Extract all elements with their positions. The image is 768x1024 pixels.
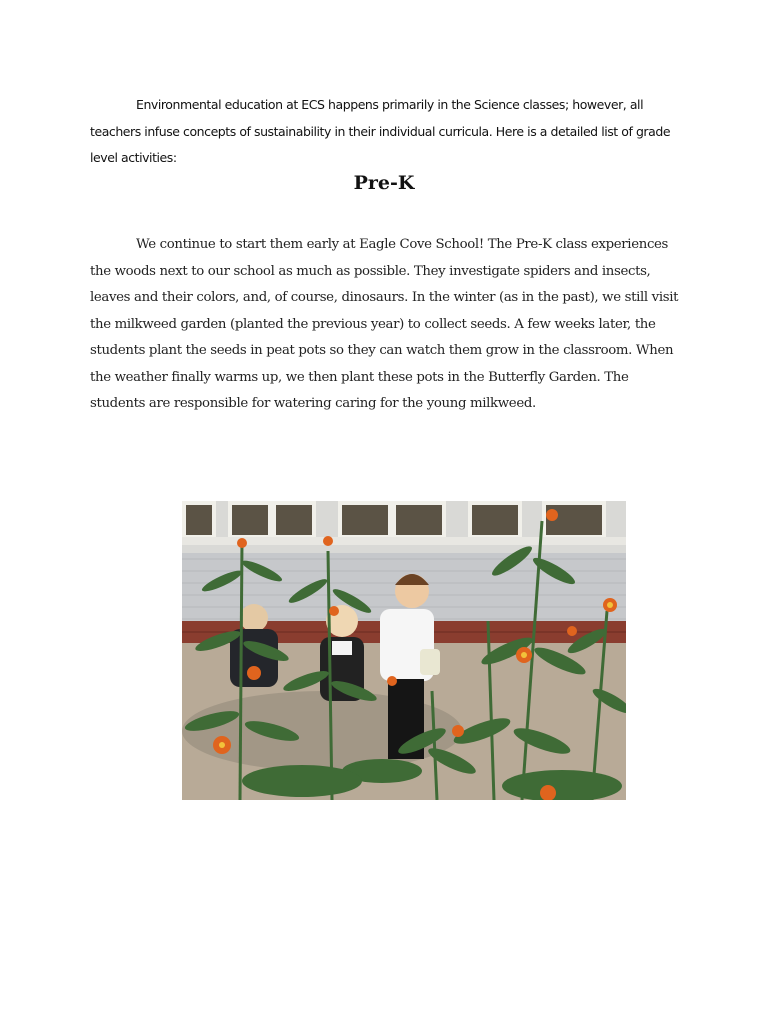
intro-paragraph: Environmental education at ECS happens primarily in the Science classes; however, all teachers infuse concepts of sustainability in their individual curricula. Here is a detailed list of grade level activities: [90,97,671,165]
garden-photo [182,501,626,800]
section-body-paragraph: We continue to start them early at Eagle Cove School! The Pre-K class experiences the woods next to our school as much as possible. They investigate spiders and insects, leaves and their colors, and, of course, dinosaurs. In the winter (as in the past), we still visit the milkweed garden (planted the previous year) to collect seeds. A few weeks later, the students plant the seeds in peat pots so they can watch them grow in the classroom. When the weather finally warms up, we then plant these pots in the Butterfly Garden. The students are responsible for watering caring for the young milkweed. [90,237,679,411]
section-heading: Pre-K [353,172,415,194]
